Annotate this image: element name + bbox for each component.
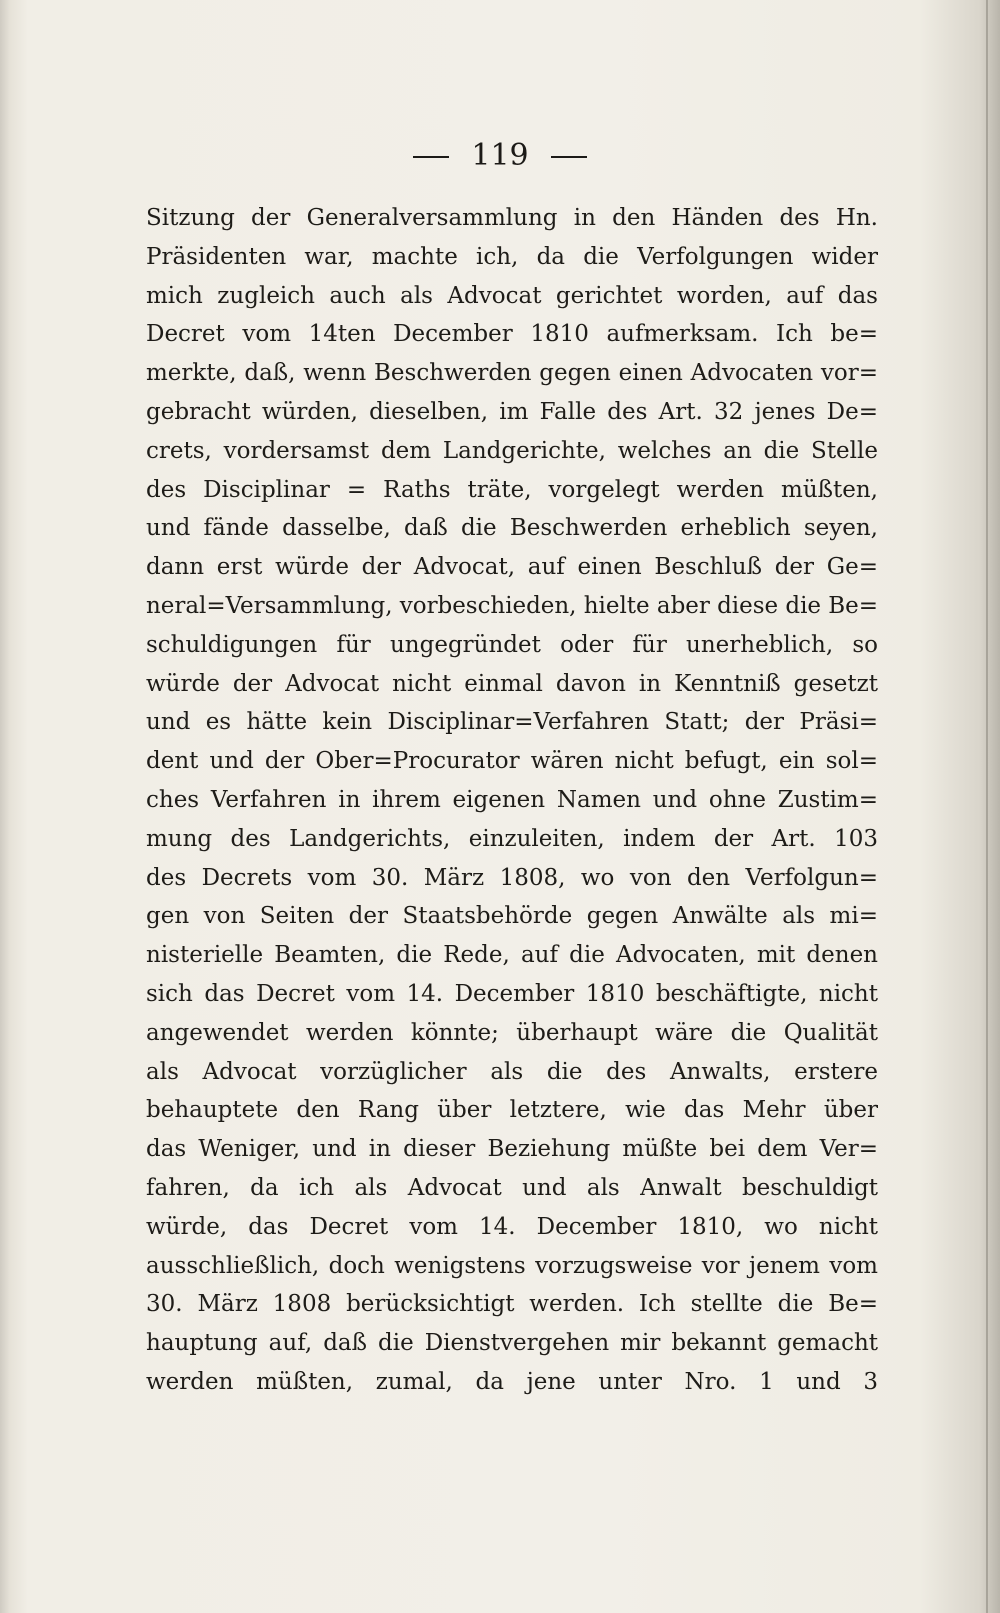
text-line: Sitzung der Generalversammlung in den Händen des Hn. xyxy=(146,205,878,231)
text-line: mich zugleich auch als Advocat gerichtet worden, auf das xyxy=(146,282,878,309)
text-line: das Weniger, und in dieser Beziehung müßte bei dem Ver= xyxy=(146,1136,878,1163)
text-line: behauptete den Rang über letztere, wie das Mehr über xyxy=(146,1097,878,1124)
text-line: des Disciplinar = Raths träte, vorgelegt werden müßten, xyxy=(146,476,878,503)
text-line: des Decrets vom 30. März 1808, wo von den Verfolgun= xyxy=(146,864,878,891)
text-line: ausschließlich, doch wenigstens vorzugsweise vor jenem vom xyxy=(146,1252,878,1279)
body-text xyxy=(146,199,878,1402)
text-line: und es hätte kein Disciplinar=Verfahren Statt; der Präsi= xyxy=(146,709,878,736)
text-line: dann erst würde der Advocat, auf einen Beschluß der Ge= xyxy=(146,554,878,581)
page-header xyxy=(0,138,1000,173)
text-line: gen von Seiten der Staatsbehörde gegen Anwälte als mi= xyxy=(146,903,878,930)
text-line: hauptung auf, daß die Dienstvergehen mir bekannt gemacht xyxy=(146,1330,878,1357)
text-line: mung des Landgerichts, einzuleiten, indem der Art. 103 xyxy=(146,825,878,852)
page-number: 119 xyxy=(471,138,529,173)
text-line: 30. März 1808 berücksichtigt werden. Ich stellte die Be= xyxy=(146,1291,878,1318)
text-line: ches Verfahren in ihrem eigenen Namen und ohne Zustim= xyxy=(146,786,878,813)
header-dash-right xyxy=(551,156,587,158)
text-line: schuldigungen für ungegründet oder für unerheblich, so xyxy=(146,631,878,658)
text-line: werden müßten, zumal, da jene unter Nro. 1 und 3 xyxy=(146,1368,878,1395)
text-line: dent und der Ober=Procurator wären nicht befugt, ein sol= xyxy=(146,748,878,775)
text-line: gebracht würden, dieselben, im Falle des Art. 32 jenes De= xyxy=(146,398,878,425)
text-line: angewendet werden könnte; überhaupt wäre die Qualität xyxy=(146,1019,878,1046)
text-line: sich das Decret vom 14. December 1810 beschäftigte, nicht xyxy=(146,980,878,1007)
text-line: Präsidenten war, machte ich, da die Verfolgungen wider xyxy=(146,243,878,270)
text-line: würde, das Decret vom 14. December 1810, wo nicht xyxy=(146,1213,878,1240)
text-line: als Advocat vorzüglicher als die des Anwalts, erstere xyxy=(146,1058,878,1085)
text-line: fahren, da ich als Advocat und als Anwalt beschuldigt xyxy=(146,1174,878,1201)
text-line: merkte, daß, wenn Beschwerden gegen einen Advocaten vor= xyxy=(146,360,878,387)
header-dash-left xyxy=(413,156,449,158)
text-line: crets, vordersamst dem Landgerichte, welches an die Stelle xyxy=(146,437,878,464)
text-line: nisterielle Beamten, die Rede, auf die Advocaten, mit denen xyxy=(146,942,878,969)
text-line: Decret vom 14ten December 1810 aufmerksam. Ich be= xyxy=(146,321,878,348)
text-line: und fände dasselbe, daß die Beschwerden erheblich seyen, xyxy=(146,515,878,542)
page-edge xyxy=(986,0,988,1613)
text-line: neral=Versammlung, vorbeschieden, hielte aber diese die Be= xyxy=(146,592,878,619)
text-line: würde der Advocat nicht einmal davon in Kenntniß gesetzt xyxy=(146,670,878,697)
